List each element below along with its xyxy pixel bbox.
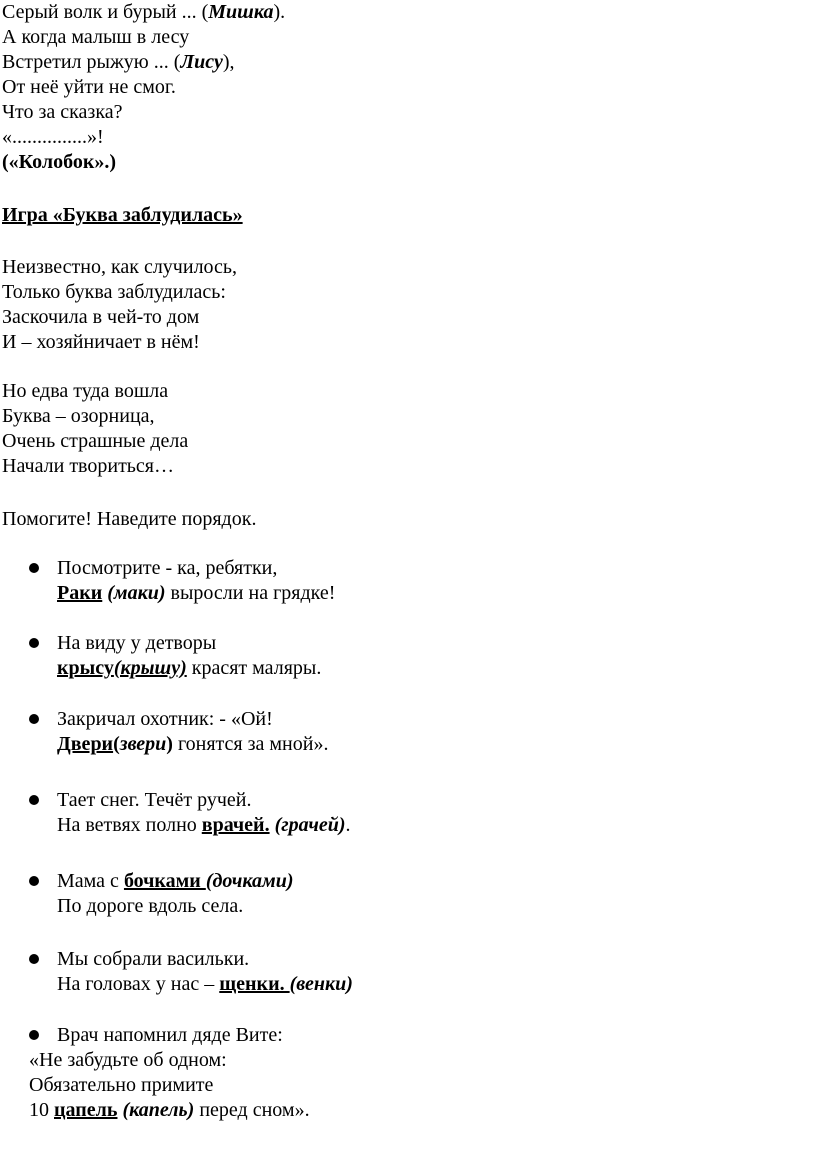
riddle-3-line-2: Двери(звери) гонятся за мной».	[57, 733, 329, 755]
stanza2-line: Начали твориться…	[2, 455, 175, 477]
wrong-word: бочками	[123, 870, 206, 892]
correct-word: (капель)	[122, 1099, 195, 1121]
stanza2-line: Очень страшные дела	[2, 430, 189, 452]
wrong-word: цапель	[54, 1099, 118, 1121]
riddle-2-line-1: На виду у детворы	[57, 632, 217, 654]
bullet-icon	[29, 795, 39, 805]
stanza1-line: Только буква заблудилась:	[2, 281, 226, 303]
poem-line-2: А когда малыш в лесу	[2, 26, 190, 48]
bullet-icon	[29, 876, 39, 886]
riddle-7-line-2: «Не забудьте об одном:	[29, 1049, 227, 1071]
riddle-6-line-2: На головах у нас – щенки. (венки)	[57, 973, 353, 995]
poem-line-5: Что за сказка?	[2, 101, 123, 123]
poem-line-6: «...............»!	[2, 126, 104, 148]
riddle-2-line-2: крысу(крышу) красят маляры.	[57, 657, 322, 679]
bullet-icon	[29, 954, 39, 964]
answer-mishka: Мишка	[208, 1, 274, 23]
wrong-word: крысу	[57, 657, 114, 679]
riddle-5-line-2: По дороге вдоль села.	[57, 895, 244, 917]
wrong-word: Раки	[57, 582, 103, 604]
wrong-word: Двери	[57, 733, 114, 755]
stanza2-line: Буква – озорница,	[2, 405, 155, 427]
riddle-7-line-1: Врач напомнил дяде Вите:	[57, 1024, 283, 1046]
bullet-icon	[29, 714, 39, 724]
riddle-6-line-1: Мы собрали васильки.	[57, 948, 250, 970]
riddle-4-line-2: На ветвях полно врачей. (грачей).	[57, 814, 351, 836]
poem-line-1: Серый волк и бурый ... (Мишка).	[2, 1, 286, 23]
riddle-1-line-2: Раки (маки) выросли на грядке!	[57, 582, 336, 604]
stanza1-line: Неизвестно, как случилось,	[2, 256, 238, 278]
wrong-word: щенки.	[219, 973, 290, 995]
bullet-icon	[29, 1030, 39, 1040]
call-to-action: Помогите! Наведите порядок.	[2, 508, 257, 530]
answer-lisu: Лису	[180, 51, 223, 73]
correct-word: звери	[119, 733, 167, 755]
poem-line-3: Встретил рыжую ... (Лису),	[2, 51, 235, 73]
riddle-7-line-3: Обязательно примите	[29, 1074, 214, 1096]
riddle-7-line-4: 10 цапель (капель) перед сном».	[29, 1099, 310, 1121]
bullet-icon	[29, 563, 39, 573]
riddle-4-line-1: Тает снег. Течёт ручей.	[57, 789, 252, 811]
bullet-icon	[29, 638, 39, 648]
correct-word: (дочками)	[205, 870, 294, 892]
poem-answer: («Колобок».)	[2, 151, 117, 173]
correct-word: (крышу)	[113, 657, 187, 679]
wrong-word: врачей.	[201, 814, 270, 836]
riddle-1-line-1: Посмотрите - ка, ребятки,	[57, 557, 278, 579]
correct-word: (венки)	[289, 973, 353, 995]
stanza1-line: Заскочила в чей-то дом	[2, 306, 200, 328]
stanza2-line: Но едва туда вошла	[2, 380, 169, 402]
stanza1-line: И – хозяйничает в нём!	[2, 331, 200, 353]
correct-word: (маки)	[107, 582, 166, 604]
riddle-5-line-1: Мама с бочками (дочками)	[57, 870, 294, 892]
game-title: Игра «Буква заблудилась»	[2, 204, 243, 226]
correct-word: (грачей)	[274, 814, 346, 836]
poem-line-4: От неё уйти не смог.	[2, 76, 176, 98]
riddle-3-line-1: Закричал охотник: - «Ой!	[57, 708, 273, 730]
